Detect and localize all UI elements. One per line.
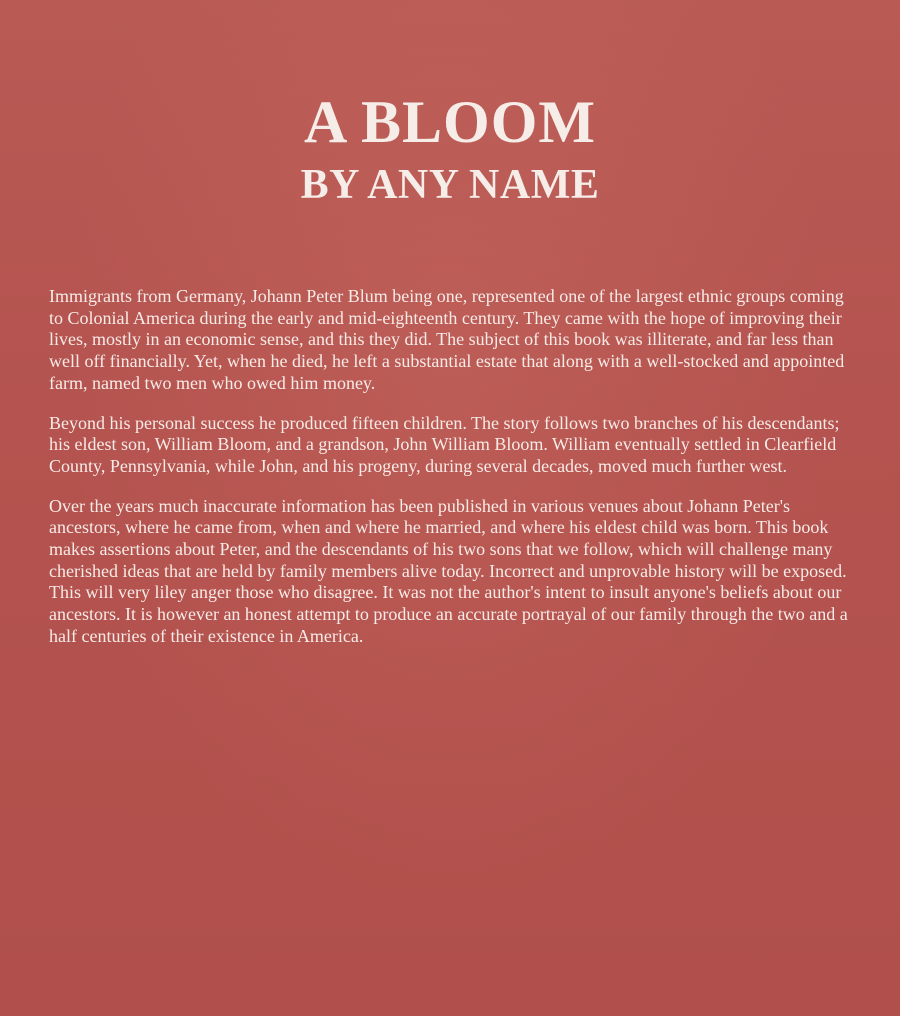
synopsis-paragraph-2: Beyond his personal success he produced fifteen children. The story follows two branches of his descendants; his eldest son, William Bloom, and a grandson, John William Bloom. William eventually settled in Clearfield County, Pennsylvania, while John, and his progeny, during several decades, moved much further west. [49, 412, 840, 476]
title-block [0, 86, 900, 210]
book-subtitle: BY ANY NAME [300, 162, 600, 208]
synopsis [49, 286, 849, 666]
book-title: A BLOOM [303, 89, 597, 155]
synopsis-paragraph-1: Immigrants from Germany, Johann Peter Blum being one, represented one of the largest ethnic groups coming to Colonial America during the early and mid-eighteenth century. They came with the hope of improving their lives, mostly in an economic sense, and this they did. The subject of this book was illiterate, and far less than well off financially. Yet, when he died, he left a substantial estate that along with a well-stocked and appointed farm, named two men who owed him money. [49, 286, 845, 393]
synopsis-paragraph-3: Over the years much inaccurate information has been published in various venues about Johann Peter's ancestors, where he came from, when and where he married, and where his eldest child was born. This book makes assertions about Peter, and the descendants of his two sons that we follow, which will challenge many cherished ideas that are held by family members alive today. Incorrect and unprovable history will be exposed. This will very liley anger those who disagree. It was not the author's intent to insult anyone's beliefs about our ancestors. It is however an honest attempt to produce an accurate portrayal of our family through the two and a half centuries of their existence in America. [49, 495, 848, 646]
